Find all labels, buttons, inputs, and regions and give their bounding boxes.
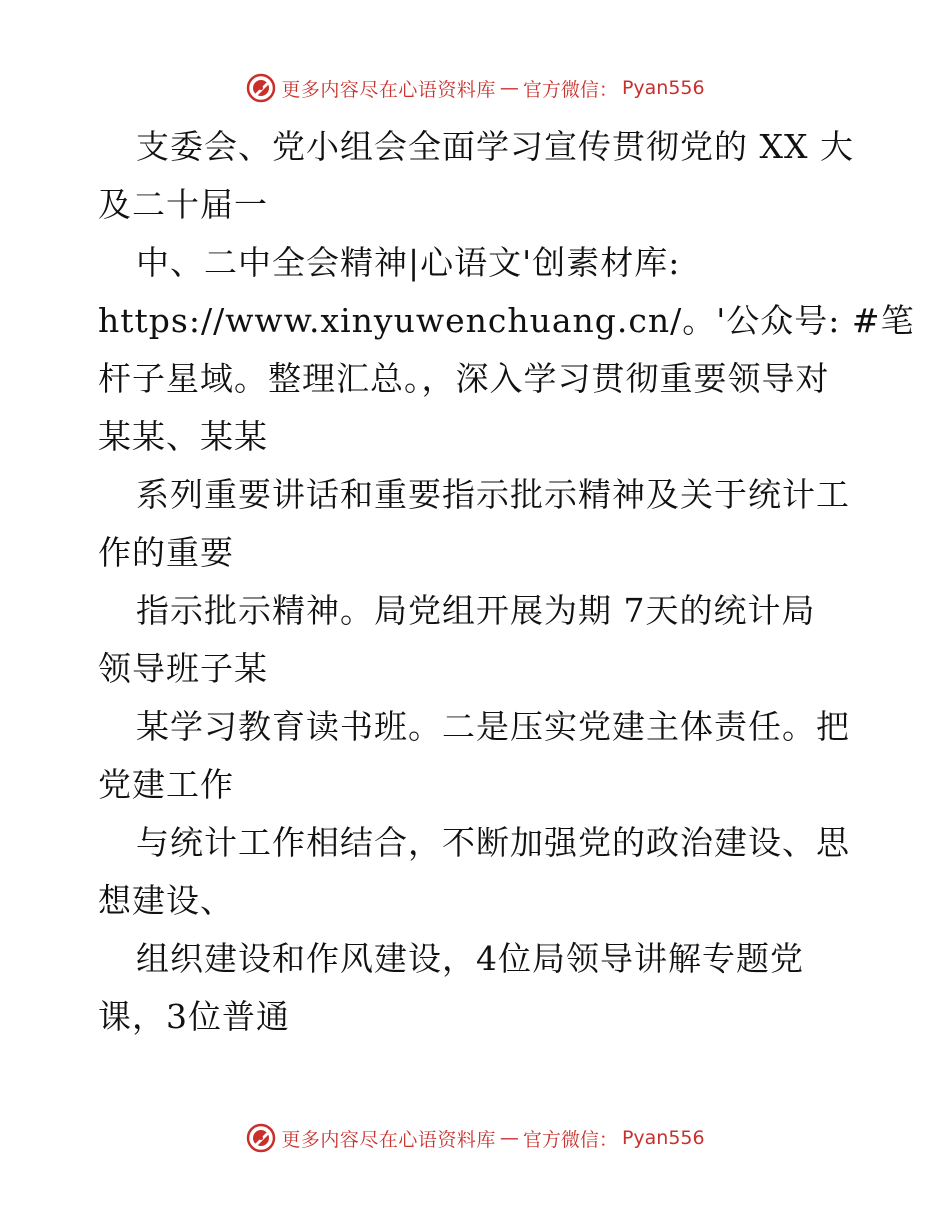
banner-wechat-label: 官方微信： <box>522 78 618 101</box>
text-line: 指示批示精神。局党组开展为期 7天的统计局 <box>136 591 816 630</box>
text-line: 中、二中全会精神|心语文'创素材库: <box>136 243 681 282</box>
text-line: 作的重要 <box>98 533 234 572</box>
footer-banner <box>0 1122 950 1154</box>
text-line: 支委会、党小组会全面学习宣传贯彻党的 XX 大 <box>136 127 854 166</box>
banner-separator: — <box>499 1127 519 1149</box>
banner-slogan: 更多内容尽在心语资料库 <box>281 78 496 101</box>
text-line: 想建设、 <box>98 881 234 920</box>
text-line: 某某、某某 <box>98 417 268 456</box>
text-line: 领导班子某 <box>98 649 268 688</box>
text-line: https://www.xinyuwenchuang.cn/。'公众号: #笔 <box>98 301 915 340</box>
pen-nib-logo-icon <box>245 1122 277 1154</box>
text-line: 及二十届一 <box>98 185 268 224</box>
text-line: 系列重要讲话和重要指示批示精神及关于统计工 <box>136 475 850 514</box>
header-banner <box>0 72 950 104</box>
banner-wechat-label: 官方微信： <box>522 1128 618 1151</box>
text-line: 某学习教育读书班。二是压实党建主体责任。把 <box>136 707 850 746</box>
text-line: 杆子星域。整理汇总。，深入学习贯彻重要领导对 <box>98 359 830 398</box>
banner-separator: — <box>499 77 519 99</box>
text-line: 组织建设和作风建设，4位局领导讲解专题党 <box>136 939 804 978</box>
banner-wechat-id: Pyan556 <box>621 1127 705 1149</box>
banner-wechat-id: Pyan556 <box>621 77 705 99</box>
text-line: 课，3位普通 <box>98 997 290 1036</box>
document-body <box>98 118 915 1046</box>
banner-slogan: 更多内容尽在心语资料库 <box>281 1128 496 1151</box>
text-line: 与统计工作相结合，不断加强党的政治建设、思 <box>136 823 850 862</box>
text-line: 党建工作 <box>98 765 234 804</box>
pen-nib-logo-icon <box>245 72 277 104</box>
